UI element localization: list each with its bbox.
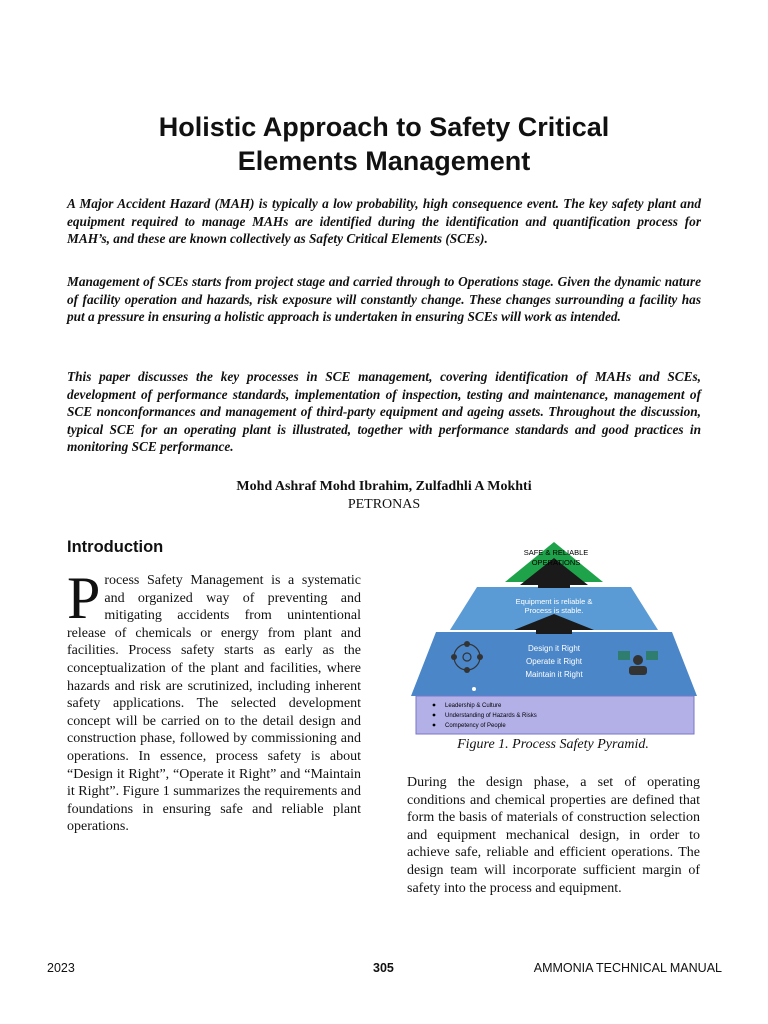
title-line-1: Holistic Approach to Safety Critical [158, 112, 610, 142]
drop-cap: P [67, 565, 101, 631]
abstract-paragraph-1: A Major Accident Hazard (MAH) is typically a low probability, high consequence event. The key safety plant and equipment required to manage MAHs are identified during the identification and quantification process for MAH’s, and these are known collectively as Safety Critical Elements (SCEs). [67, 196, 701, 246]
design-phase-paragraph: During the design phase, a set of operating conditions and chemical properties are defined that form the basis of materials of construction selection and equipment mechanical design, in order to achieve safe, reliable and efficient operations. The design team will incorporate sufficient margin of safety into the process and equipment. [407, 775, 700, 896]
foundation-item: Understanding of Hazards & Risks [445, 713, 537, 719]
author-affiliation: PETRONAS [347, 497, 421, 512]
title-line-2: Elements Management [237, 146, 531, 176]
abstract-paragraph-3: This paper discusses the key processes in SCE management, covering identification of MAHs and SCEs, development of performance standards, implementation of inspection, testing and maintenance, management of SCE nonconformances and management of third-party equipment and ageing assets. Throughout the discussion, typical SCE for an operating plant is illustrated, together with performance standards and good practices in monitoring SCE performance. [67, 369, 701, 454]
footer-page-number: 305 [373, 961, 394, 975]
introduction-paragraph [67, 565, 361, 836]
base-label-line-3: Maintain it Right [525, 670, 583, 679]
small-dot-icon [472, 687, 476, 691]
introduction-text: rocess Safety Management is a systematic and organized way of preventing and mitigating accidents from unintentional release of chemicals or energy from plant and facilities. Process safety starts as early as the conceptualization of the plant and facilities, where hazards and risk are scrutinized, including inherent safety applications. The selected development concept will be carried on to the detail design and construction phase, followed by commissioning and operations. In essence, process safety is about “Design it Right”, “Operate it Right” and “Maintain it Right”. Figure 1 summarizes the requirements and foundations in ensuring safe and reliable plant operations. [67, 573, 361, 835]
apex-label-line-1: SAFE & RELIABLE [523, 548, 589, 557]
author-names: Mohd Ashraf Mohd Ibrahim, Zulfadhli A Mokhti [236, 479, 532, 494]
section-heading-introduction: Introduction [67, 538, 164, 556]
abstract-paragraph-2: Management of SCEs starts from project stage and carried through to Operations stage. Given the dynamic nature of facility operation and hazards, risk exposure will constantly change. These changes surrounding a facility has put a pressure in ensuring a holistic approach is undertaken in ensuring SCEs will work as intended. [67, 274, 701, 324]
footer-year: 2023 [47, 961, 75, 975]
middle-label-line-1: Equipment is reliable & [515, 597, 593, 606]
figure-caption: Figure 1. Process Safety Pyramid. [457, 737, 649, 752]
middle-label-line-2: Process is stable. [524, 606, 584, 615]
base-label-line-2: Operate it Right [525, 657, 583, 666]
apex-label-line-2: OPERATIONS [531, 558, 581, 567]
process-safety-pyramid-figure [410, 540, 698, 736]
base-label-line-1: Design it Right [527, 644, 581, 653]
page-title [60, 110, 708, 178]
footer-journal-title: AMMONIA TECHNICAL MANUAL [533, 961, 722, 975]
foundation-item: Competency of People [445, 723, 506, 729]
author-block [60, 478, 708, 514]
foundation-item: Leadership & Culture [445, 703, 502, 709]
